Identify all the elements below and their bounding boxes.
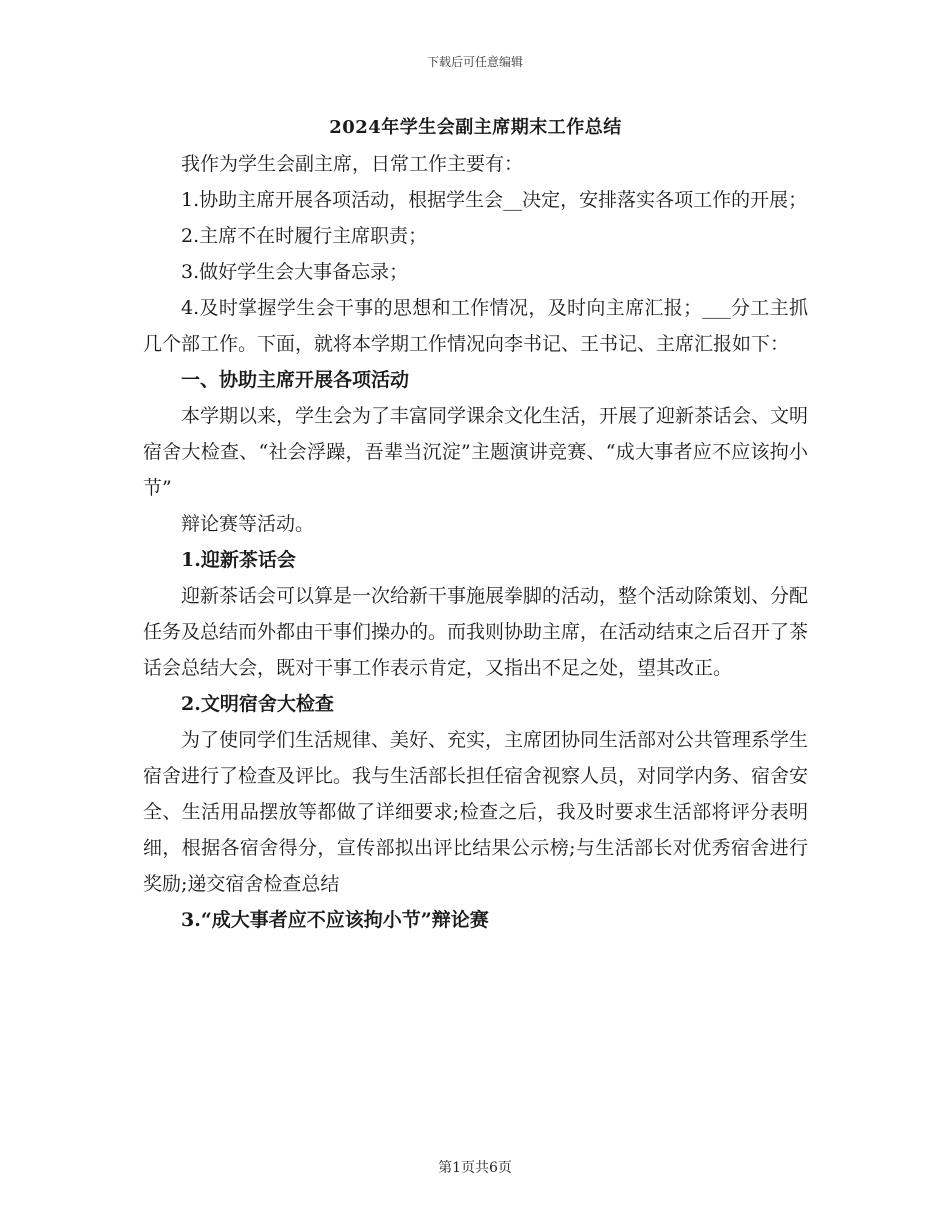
subsection-heading-tea-party: 1.迎新茶话会 xyxy=(181,549,296,571)
document-title: 2024年学生会副主席期末工作总结 xyxy=(329,117,622,138)
document-body xyxy=(143,110,808,938)
page-indicator: 第1页共6页 xyxy=(438,1160,512,1176)
paragraph-dorm-check: 为了使同学们生活规律、美好、充实，主席团协同生活部对公共管理系学生宿舍进行了检查及评比。我与生活部长担任宿舍视察人员，对同学内务、宿舍安全、生活用品摆放等都做了详细要求;检查之后，我及时要求生活部将评分表明细，根据各宿舍得分，宣传部拟出评比结果公示榜;与生活部长对优秀宿舍进行奖励;递交宿舍检查总结 xyxy=(143,729,809,895)
paragraph-duty-1: 1.协助主席开展各项活动，根据学生会__决定，安排落实各项工作的开展； xyxy=(181,189,808,211)
subsection-heading-dorm-check: 2.文明宿舍大检查 xyxy=(181,693,334,715)
paragraph-duty-2: 2.主席不在时履行主席职责； xyxy=(181,225,428,247)
subsection-heading-debate: 3.“成大事者应不应该拘小节”辩论赛 xyxy=(181,909,489,931)
paragraph-activities-cont: 辩论赛等活动。 xyxy=(181,513,315,535)
paragraph-duty-4: 4.及时掌握学生会干事的思想和工作情况，及时向主席汇报；___分工主抓几个部工作。下面，就将本学期工作情况向李书记、王书记、主席汇报如下： xyxy=(143,297,808,355)
paragraph-activities: 本学期以来，学生会为了丰富同学课余文化生活，开展了迎新茶话会、文明宿舍大检查、“社会浮躁，吾辈当沉淀”主题演讲竞赛、“成大事者应不应该拘小节” xyxy=(143,405,809,499)
page-header-note: 下载后可任意编辑 xyxy=(426,55,523,69)
section-heading-1: 一、协助主席开展各项活动 xyxy=(181,369,410,391)
paragraph-duty-3: 3.做好学生会大事备忘录； xyxy=(181,261,409,283)
paragraph-tea-party: 迎新茶话会可以算是一次给新干事施展拳脚的活动，整个活动除策划、分配任务及总结而外都由干事们操办的。而我则协助主席，在活动结束之后召开了茶话会总结大会，既对干事工作表示肯定，又指出不足之处，望其改正。 xyxy=(143,585,809,679)
paragraph-intro: 我作为学生会副主席，日常工作主要有： xyxy=(181,153,524,175)
